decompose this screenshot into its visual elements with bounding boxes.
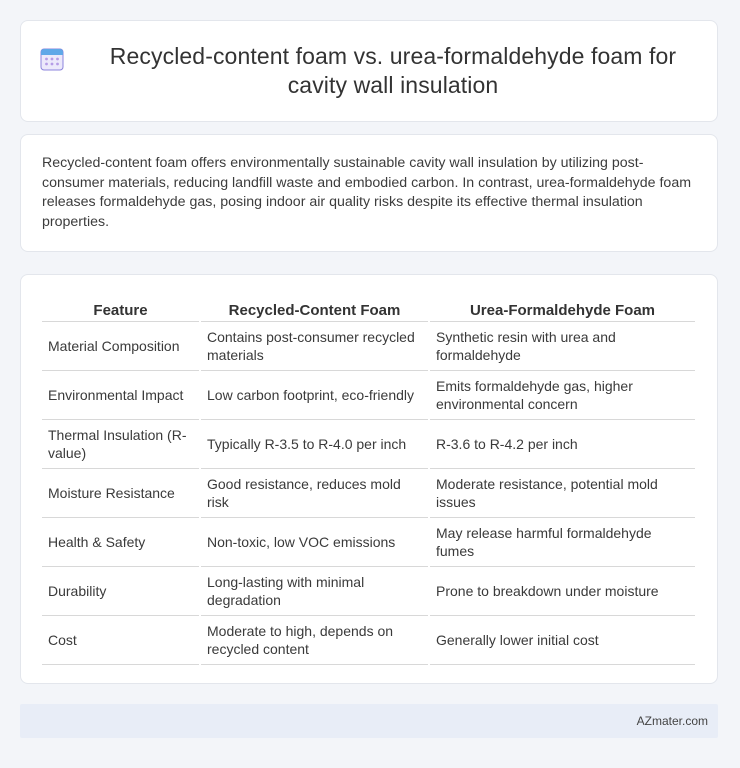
- recycled-cell: Typically R-3.5 to R-4.0 per inch: [201, 420, 428, 469]
- table-row: [42, 420, 695, 469]
- summary-card: [20, 134, 718, 252]
- comparison-table: [40, 295, 697, 665]
- table-row: [42, 567, 695, 616]
- urea-cell: Moderate resistance, potential mold issues: [430, 469, 695, 518]
- header-urea-formaldehyde-foam: Urea-Formaldehyde Foam: [430, 295, 695, 322]
- calendar-icon: [39, 46, 65, 72]
- urea-cell: May release harmful formaldehyde fumes: [430, 518, 695, 567]
- feature-cell: Durability: [42, 567, 199, 616]
- urea-cell: Prone to breakdown under moisture: [430, 567, 695, 616]
- summary-text: Recycled-content foam offers environmentally sustainable cavity wall insulation by utilizing post-consumer materials, reducing landfill waste and embodied carbon. In contrast, urea-formaldehyde foam releases formaldehyde gas, posing indoor air quality risks despite its effective thermal insulation properties.: [42, 155, 692, 230]
- urea-cell: Synthetic resin with urea and formaldehyde: [430, 322, 695, 371]
- urea-cell: Emits formaldehyde gas, higher environmental concern: [430, 371, 695, 420]
- footer-bar: [20, 704, 718, 738]
- header-recycled-content-foam: Recycled-Content Foam: [201, 295, 428, 322]
- feature-cell: Material Composition: [42, 322, 199, 371]
- feature-cell: Health & Safety: [42, 518, 199, 567]
- feature-cell: Cost: [42, 616, 199, 665]
- recycled-cell: Good resistance, reduces mold risk: [201, 469, 428, 518]
- recycled-cell: Moderate to high, depends on recycled content: [201, 616, 428, 665]
- table-row: [42, 616, 695, 665]
- table-card: [20, 274, 718, 684]
- urea-cell: R-3.6 to R-4.2 per inch: [430, 420, 695, 469]
- title-wrap: [39, 42, 699, 100]
- feature-cell: Thermal Insulation (R-value): [42, 420, 199, 469]
- page-title: Recycled-content foam vs. urea-formaldehyde foam for cavity wall insulation: [109, 43, 677, 98]
- table-row: [42, 518, 695, 567]
- recycled-cell: Contains post-consumer recycled materials: [201, 322, 428, 371]
- urea-cell: Generally lower initial cost: [430, 616, 695, 665]
- table-header-row: [42, 295, 695, 322]
- title-card: [20, 20, 718, 122]
- recycled-cell: Low carbon footprint, eco-friendly: [201, 371, 428, 420]
- header-feature: Feature: [42, 295, 199, 322]
- footer-brand[interactable]: AZmater.com: [636, 714, 708, 728]
- feature-cell: Environmental Impact: [42, 371, 199, 420]
- feature-cell: Moisture Resistance: [42, 469, 199, 518]
- recycled-cell: Long-lasting with minimal degradation: [201, 567, 428, 616]
- recycled-cell: Non-toxic, low VOC emissions: [201, 518, 428, 567]
- table-row: [42, 469, 695, 518]
- table-row: [42, 322, 695, 371]
- table-row: [42, 371, 695, 420]
